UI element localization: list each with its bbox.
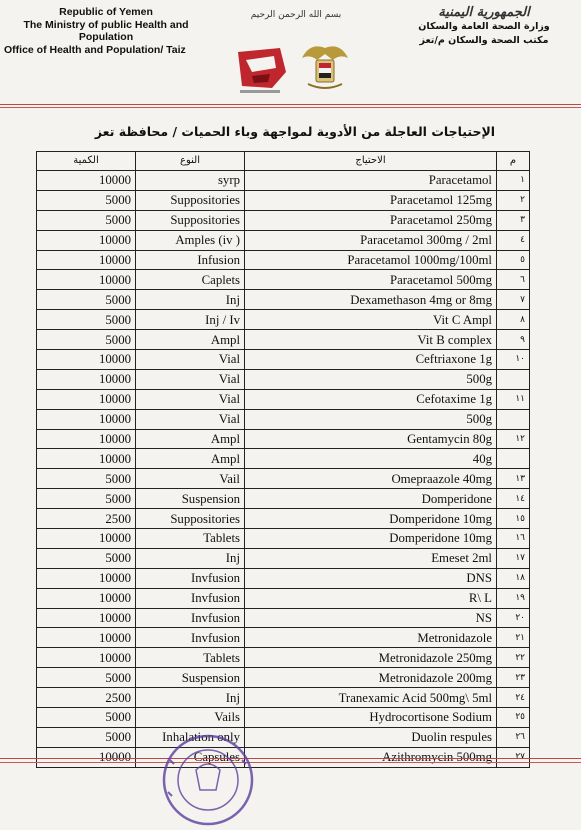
- cell-need: Tranexamic Acid 500mg\ 5ml: [245, 688, 497, 708]
- cell-quantity: 10000: [37, 230, 136, 250]
- cell-index: ١٥: [497, 509, 530, 529]
- cell-need: Vit C Ampl: [245, 310, 497, 330]
- table-row: [37, 469, 530, 489]
- cell-quantity: 10000: [37, 588, 136, 608]
- cell-quantity: 10000: [37, 350, 136, 370]
- cell-index: ٢٥: [497, 708, 530, 728]
- cell-quantity: 5000: [37, 190, 136, 210]
- table-row: [37, 708, 530, 728]
- footer-divider: [0, 758, 581, 759]
- header-left-line: Population: [78, 31, 134, 43]
- cell-need: Dexamethason 4mg or 8mg: [245, 290, 497, 310]
- cell-need: Domperidone: [245, 489, 497, 509]
- table-row: [37, 568, 530, 588]
- cell-type: Vial: [136, 350, 245, 370]
- cell-type: Inhalation only: [136, 727, 245, 747]
- cell-quantity: 5000: [37, 489, 136, 509]
- cell-type: Suspension: [136, 668, 245, 688]
- table-row: [37, 489, 530, 509]
- cell-quantity: 2500: [37, 509, 136, 529]
- cell-type: Caplets: [136, 270, 245, 290]
- cell-type: Tablets: [136, 648, 245, 668]
- cell-type: Vial: [136, 409, 245, 429]
- cell-need: Paracetamol 500mg: [245, 270, 497, 290]
- cell-type: Inj / Iv: [136, 310, 245, 330]
- cell-quantity: 10000: [37, 171, 136, 191]
- cell-index: [497, 369, 530, 389]
- cell-quantity: 5000: [37, 330, 136, 350]
- header-left-line: Republic of Yemen: [59, 6, 153, 18]
- cell-need: Paracetamol: [245, 171, 497, 191]
- cell-index: ١٨: [497, 568, 530, 588]
- header-type: النوع: [136, 152, 245, 171]
- table-row: [37, 429, 530, 449]
- cell-need: Paracetamol 300mg / 2ml: [245, 230, 497, 250]
- cell-index: ٥: [497, 250, 530, 270]
- cell-need: Emeset 2ml: [245, 548, 497, 568]
- table-row: [37, 350, 530, 370]
- cell-need: Azithromycin 500mg: [245, 747, 497, 767]
- cell-type: Vial: [136, 389, 245, 409]
- header-divider: [0, 104, 581, 105]
- cell-index: ١٧: [497, 548, 530, 568]
- cell-index: ٢: [497, 190, 530, 210]
- cell-quantity: 5000: [37, 668, 136, 688]
- cell-need: Duolin respules: [245, 727, 497, 747]
- cell-need: Paracetamol 125mg: [245, 190, 497, 210]
- cell-type: Invfusion: [136, 568, 245, 588]
- cell-type: syrp: [136, 171, 245, 191]
- cell-quantity: 10000: [37, 608, 136, 628]
- cell-type: Suspension: [136, 489, 245, 509]
- cell-quantity: 5000: [37, 310, 136, 330]
- cell-index: ٨: [497, 310, 530, 330]
- cell-quantity: 10000: [37, 389, 136, 409]
- cell-need: Omepraazole 40mg: [245, 469, 497, 489]
- cell-quantity: 10000: [37, 747, 136, 767]
- cell-quantity: 5000: [37, 210, 136, 230]
- table-row: [37, 230, 530, 250]
- table-row: [37, 330, 530, 350]
- cell-index: ١٢: [497, 429, 530, 449]
- cell-type: Invfusion: [136, 628, 245, 648]
- cell-index: ٢١: [497, 628, 530, 648]
- table-row: [37, 270, 530, 290]
- cell-type: Inj: [136, 688, 245, 708]
- cell-quantity: 10000: [37, 369, 136, 389]
- cell-type: Capsules: [136, 747, 245, 767]
- cell-type: Invfusion: [136, 608, 245, 628]
- cell-index: ٢٣: [497, 668, 530, 688]
- header-divider-thin: [0, 107, 581, 108]
- cell-type: Infusion: [136, 250, 245, 270]
- cell-type: Vails: [136, 708, 245, 728]
- cell-index: ١٦: [497, 529, 530, 549]
- cell-quantity: 10000: [37, 409, 136, 429]
- header-need: الاحتياج: [245, 152, 497, 171]
- cell-need: Metronidazole 200mg: [245, 668, 497, 688]
- medicines-table: [36, 151, 530, 768]
- cell-need: NS: [245, 608, 497, 628]
- cell-index: ٤: [497, 230, 530, 250]
- header-ministry: وزارة الصحة العامة والسكان: [418, 21, 550, 32]
- cell-index: ١١: [497, 389, 530, 409]
- cell-type: Ampl: [136, 429, 245, 449]
- cell-index: [497, 409, 530, 429]
- cell-quantity: 10000: [37, 449, 136, 469]
- table-row: [37, 369, 530, 389]
- header-index: م: [497, 152, 530, 171]
- header-left-line: The Ministry of public Health and: [23, 18, 189, 31]
- table-row: [37, 250, 530, 270]
- table-row: [37, 727, 530, 747]
- cell-type: Vial: [136, 369, 245, 389]
- cell-index: ١٣: [497, 469, 530, 489]
- red-logo-icon: [232, 42, 292, 97]
- cell-quantity: 5000: [37, 548, 136, 568]
- cell-type: Ampl: [136, 330, 245, 350]
- cell-type: Ampl: [136, 449, 245, 469]
- cell-quantity: 10000: [37, 429, 136, 449]
- cell-quantity: 5000: [37, 469, 136, 489]
- cell-need: Metronidazole: [245, 628, 497, 648]
- cell-type: Amples (iv ): [136, 230, 245, 250]
- cell-quantity: 2500: [37, 688, 136, 708]
- cell-need: 500g: [245, 409, 497, 429]
- cell-type: Vail: [136, 469, 245, 489]
- cell-type: Invfusion: [136, 588, 245, 608]
- cell-need: 500g: [245, 369, 497, 389]
- cell-quantity: 5000: [37, 708, 136, 728]
- cell-quantity: 5000: [37, 290, 136, 310]
- cell-need: Domperidone 10mg: [245, 529, 497, 549]
- cell-quantity: 10000: [37, 250, 136, 270]
- table-row: [37, 588, 530, 608]
- table-row: [37, 668, 530, 688]
- table-row: [37, 310, 530, 330]
- cell-index: ٢٠: [497, 608, 530, 628]
- cell-need: Ceftriaxone 1g: [245, 350, 497, 370]
- cell-quantity: 5000: [37, 727, 136, 747]
- table-row: [37, 628, 530, 648]
- cell-need: Domperidone 10mg: [245, 509, 497, 529]
- cell-type: Inj: [136, 290, 245, 310]
- header-republic: الجمهورية اليمنية: [438, 5, 530, 20]
- cell-need: Cefotaxime 1g: [245, 389, 497, 409]
- cell-need: Metronidazole 250mg: [245, 648, 497, 668]
- cell-need: 40g: [245, 449, 497, 469]
- cell-index: ٢٦: [497, 727, 530, 747]
- cell-need: Paracetamol 1000mg/100ml: [245, 250, 497, 270]
- table-row: [37, 548, 530, 568]
- table-row: [37, 171, 530, 191]
- cell-index: ١٠: [497, 350, 530, 370]
- cell-index: ٢٤: [497, 688, 530, 708]
- table-row: [37, 190, 530, 210]
- cell-need: R\ L: [245, 588, 497, 608]
- cell-need: Gentamycin 80g: [245, 429, 497, 449]
- cell-type: Tablets: [136, 529, 245, 549]
- cell-type: Suppositories: [136, 509, 245, 529]
- cell-index: ٢٧: [497, 747, 530, 767]
- table-row: [37, 688, 530, 708]
- cell-index: [497, 449, 530, 469]
- cell-need: Paracetamol 250mg: [245, 210, 497, 230]
- header-quantity: الكمية: [37, 152, 136, 171]
- table-row: [37, 449, 530, 469]
- cell-quantity: 10000: [37, 628, 136, 648]
- cell-type: Suppositories: [136, 190, 245, 210]
- header-left: [6, 6, 206, 56]
- footer-divider-thin: [0, 762, 581, 763]
- header-left-line: Office of Health and Population/ Taiz: [4, 43, 186, 56]
- header-right: [399, 6, 569, 48]
- header-office: مكتب الصحة والسكان م/تعز: [419, 35, 549, 46]
- official-stamp-icon: [158, 730, 258, 830]
- cell-quantity: 10000: [37, 270, 136, 290]
- cell-quantity: 10000: [37, 648, 136, 668]
- cell-quantity: 10000: [37, 529, 136, 549]
- cell-index: ١: [497, 171, 530, 191]
- cell-index: ٧: [497, 290, 530, 310]
- table-row: [37, 648, 530, 668]
- page-title: الإحتياجات العاجلة من الأدوية لمواجهة وباء الحميات / محافظة تعز: [94, 124, 496, 139]
- cell-type: Suppositories: [136, 210, 245, 230]
- table-row: [37, 509, 530, 529]
- cell-index: ١٩: [497, 588, 530, 608]
- cell-index: ٣: [497, 210, 530, 230]
- table-row: [37, 529, 530, 549]
- table-row: [37, 210, 530, 230]
- cell-quantity: 10000: [37, 568, 136, 588]
- cell-type: Inj: [136, 548, 245, 568]
- cell-need: Vit B complex: [245, 330, 497, 350]
- table-row: [37, 608, 530, 628]
- cell-need: DNS: [245, 568, 497, 588]
- table-row: [37, 409, 530, 429]
- cell-index: ٦: [497, 270, 530, 290]
- cell-index: ٩: [497, 330, 530, 350]
- table-row: [37, 290, 530, 310]
- cell-index: ١٤: [497, 489, 530, 509]
- cell-index: ٢٢: [497, 648, 530, 668]
- basmala: بسم الله الرحمن الرحيم: [250, 10, 342, 20]
- yemen-emblem-icon: [300, 40, 350, 95]
- table-row: [37, 389, 530, 409]
- cell-need: Hydrocortisone Sodium: [245, 708, 497, 728]
- table-header-row: [37, 152, 530, 171]
